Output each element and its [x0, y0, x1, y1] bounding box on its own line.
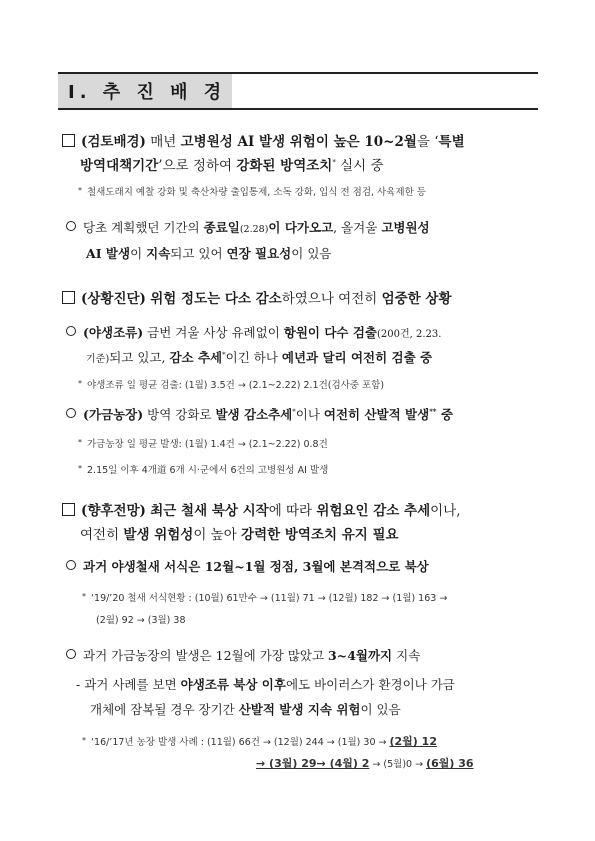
s1-line2 [80, 154, 384, 174]
text-small: (2.28) [239, 224, 269, 235]
asterisk-icon: * [78, 464, 82, 473]
s3-line2 [80, 523, 399, 543]
text: 방역 강화로 [143, 407, 216, 422]
s2-a-note [78, 377, 384, 391]
text-bold: (가금농장) [83, 407, 144, 422]
footnote-mark: * [222, 350, 226, 359]
note-text: (2월) 92 → (3월) 38 [96, 615, 186, 626]
note-text: → (5월)0 → [369, 759, 427, 770]
text-bold: 3~4월까지 [328, 648, 393, 663]
text-bold: 고병원성 AI 발생 위험이 높은 10~2월 [180, 134, 417, 150]
s3-label: (향후전망) [81, 503, 146, 519]
text-bold: 특별 [438, 134, 465, 150]
text: 이나 [295, 407, 324, 422]
text-bold: AI 발생 [86, 246, 131, 261]
s1-sub-line1 [66, 218, 430, 236]
text-bold: 야생조류 북상 이후 [180, 677, 286, 692]
s1-label: (검토배경) [81, 134, 146, 150]
s2-line1 [62, 287, 452, 307]
text: 여전히 [80, 527, 124, 543]
footnote-mark: * [332, 158, 336, 167]
text: 에도 바이러스가 환경이나 가금 [285, 677, 455, 692]
text: ’으로 정하여 [158, 158, 237, 174]
note-text-emphasis: (6월) 36 [426, 757, 474, 770]
s3-b-note-line1 [82, 733, 437, 749]
text-small: 기준) [86, 354, 110, 365]
s2-b-note1 [78, 436, 328, 450]
text-bold: 감소 추세 [169, 350, 223, 365]
s3-b-dash-line2 [90, 700, 401, 718]
text: , 올겨울 [333, 220, 382, 235]
text: 지속 [392, 648, 421, 663]
s2-a-line2 [86, 348, 432, 366]
text-bold: 최근 철새 북상 시작 [150, 503, 269, 519]
text-bold: 예년과 달리 여전히 검출 중 [281, 350, 433, 365]
s3-a-line1 [66, 557, 429, 575]
text-bold: 종료일 [203, 220, 240, 235]
circle-bullet-icon [66, 560, 76, 570]
asterisk-icon: * [78, 186, 82, 195]
text: 을 ‘ [416, 134, 439, 150]
s1-sub-line2 [86, 244, 331, 262]
square-bullet-icon [62, 291, 75, 304]
text: 이 있음 [291, 246, 332, 261]
text-bold: 여전히 산발적 발생 [323, 407, 430, 422]
text-bold: 발생 감소추세 [215, 407, 293, 422]
text-bold: 강력한 방역조치 유지 필요 [241, 527, 399, 543]
note-text: 2.15일 이후 4개道 6개 시·군에서 6건의 고병원성 AI 발생 [87, 465, 329, 476]
section-title: Ⅰ. 추 진 배 경 [68, 82, 227, 103]
text: 이 높아 [193, 527, 242, 543]
text-bold: (야생조류) [83, 325, 144, 340]
note-text: 야생조류 일 평균 검출: (1월) 3.5건 → (2.1~2.22) 2.1건(검사중 포함) [87, 380, 385, 391]
s3-line1 [62, 499, 461, 519]
square-bullet-icon [62, 134, 75, 147]
s2-b-line1 [66, 405, 453, 423]
note-text-emphasis: (2월) 12 [389, 735, 437, 748]
s2-b-note2 [78, 462, 328, 476]
footnote-mark: * [292, 407, 296, 416]
circle-bullet-icon [66, 221, 76, 231]
note-text: ‘16/’17년 농장 발생 사례 : (11월) 66건 → (12월) 244 → (1월) 30 → [91, 737, 390, 748]
text: 이 [130, 246, 147, 261]
text-bold: 연장 필요성 [226, 246, 292, 261]
text: 이나, [430, 503, 461, 519]
s3-b-note-line2 [256, 755, 474, 771]
text-bold: 위험요인 감소 추세 [316, 503, 431, 519]
s3-a-note-line1 [82, 590, 447, 604]
text: 당초 계획했던 기간의 [83, 220, 204, 235]
text: 되고 있어 [170, 246, 227, 261]
s2-label: (상황진단) [81, 291, 146, 307]
text: 이 있음 [360, 702, 401, 717]
text-bold: 중 [436, 407, 453, 422]
square-bullet-icon [62, 503, 75, 516]
text-bold: 위험 정도는 다소 감소 [150, 291, 282, 307]
circle-bullet-icon [66, 408, 76, 418]
text: 매년 [145, 134, 181, 150]
text: 과거 가금농장의 발생은 12월에 가장 많았고 [83, 648, 329, 663]
circle-bullet-icon [66, 649, 76, 659]
asterisk-icon: * [78, 379, 82, 388]
text: 개체에 잠복될 경우 장기간 [90, 702, 239, 717]
s2-a-line1 [66, 323, 441, 341]
note-text-emphasis: → (3월) 29→ (4월) 2 [256, 757, 370, 770]
circle-bullet-icon [66, 326, 76, 336]
text-bold: 엄중한 상황 [381, 291, 452, 307]
note-text: 철새도래지 예찰 강화 및 축산차량 출입통제, 소독 강화, 입식 전 점검, 사육제한 등 [87, 187, 426, 198]
text: - 과거 사례를 보면 [76, 677, 181, 692]
text-bold: 발생 위험성 [123, 527, 194, 543]
s1-line1 [62, 130, 465, 150]
asterisk-icon: * [78, 438, 82, 447]
text-bold: 고병원성 [381, 220, 430, 235]
note-text: 가금농장 일 평균 발생: (1월) 1.4건 → (2.1~2.22) 0.8건 [87, 439, 328, 450]
text-bold: 과거 야생철새 서식은 12월~1월 정점, 3월에 본격적으로 북상 [83, 559, 429, 574]
section-header [58, 72, 538, 110]
text-bold: 항원이 다수 검출 [283, 325, 377, 340]
text: 금번 겨울 사상 유례없이 [143, 325, 284, 340]
s3-b-dash-line1 [76, 675, 455, 693]
text: 이긴 하나 [225, 350, 282, 365]
text: 에 따라 [268, 503, 317, 519]
text: 되고 있고, [109, 350, 170, 365]
text: 하였으나 여전히 [281, 291, 382, 307]
footnote-mark: ** [429, 406, 437, 416]
text: 실시 중 [335, 158, 384, 174]
asterisk-icon: * [82, 592, 86, 601]
s1-note [78, 184, 426, 198]
text-small: (200건, 2.23. [377, 329, 442, 340]
text-bold: 지속 [146, 246, 171, 261]
s3-b-line1 [66, 646, 420, 664]
note-text: ‘19/’20 철새 서식현황 : (10월) 61만수 → (11월) 71 → (12월) 182 → (1월) 163 → [91, 593, 448, 604]
text-bold: 산발적 발생 지속 위험 [238, 702, 361, 717]
text-bold: 방역대책기간 [80, 158, 159, 174]
text-bold: 강화된 방역조치 [236, 158, 333, 174]
asterisk-icon: * [82, 736, 86, 745]
s3-a-note-line2 [96, 612, 185, 626]
text-bold: 이 다가오고 [268, 220, 334, 235]
